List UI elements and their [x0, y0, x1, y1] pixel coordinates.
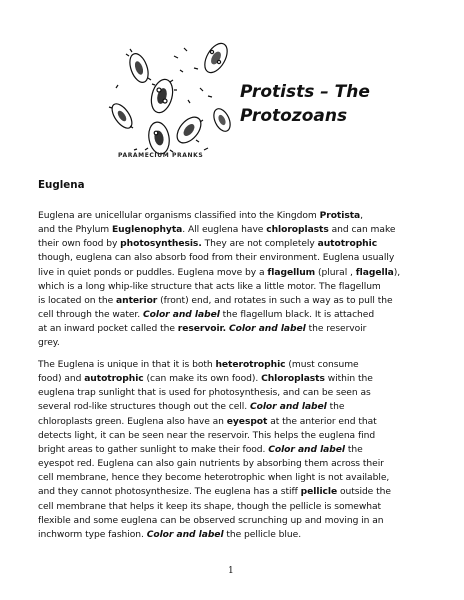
- body-text: within the: [324, 374, 373, 385]
- emphasized-text: flagella: [355, 267, 394, 278]
- body-text: several rod-like structures though out the cell.: [38, 402, 250, 413]
- body-text: their own food by: [38, 239, 121, 250]
- text-line: [38, 294, 428, 308]
- text-line: [38, 223, 428, 237]
- body-text: grey.: [38, 338, 60, 349]
- body-text: eyespot red. Euglena can also gain nutrients by absorbing them across their: [38, 459, 384, 470]
- text-line: [38, 429, 428, 443]
- body-text: is located on the: [38, 295, 117, 306]
- text-line: [38, 237, 428, 251]
- emphasized-text: photosynthesis.: [120, 239, 202, 250]
- body-text: Euglena are unicellular organisms classified into the Kingdom: [38, 211, 320, 221]
- text-line: [38, 400, 428, 414]
- emphasized-text: autotrophic: [317, 239, 378, 250]
- emphasized-text: Euglenophyta: [112, 225, 183, 236]
- text-line: [38, 266, 428, 280]
- text-line: [38, 372, 428, 386]
- body-text: euglena trap sunlight that is used for photosynthesis, and can be seen as: [38, 388, 371, 399]
- body-text: live in quiet ponds or puddles. Euglena move by a: [38, 267, 268, 278]
- emphasized-text: Protista: [319, 211, 361, 221]
- text-line: [38, 500, 428, 514]
- body-text: cell through the water.: [38, 310, 143, 321]
- body-text: and can make: [328, 225, 396, 236]
- illustration-caption: PARAMECIUM PRANKS: [118, 152, 204, 159]
- body-text: food) and: [38, 374, 85, 385]
- body-text: ,: [360, 211, 363, 221]
- text-line: [38, 209, 428, 223]
- text-line: [38, 528, 428, 542]
- emphasized-text: eyespot: [226, 416, 268, 427]
- body-text: (front) end, and rotates in such a way as to pull the: [157, 295, 393, 306]
- paragraph-1: [38, 209, 428, 351]
- emphasized-text: anterior: [116, 295, 158, 306]
- protozoa-cartoon-icon: [104, 38, 240, 162]
- body-text: The Euglena is unique in that it is both: [38, 360, 216, 370]
- text-line: [38, 471, 428, 485]
- text-line: [38, 457, 428, 471]
- body-text: chloroplasts green. Euglena also have an: [38, 416, 227, 427]
- emphasized-text: flagellum: [267, 267, 316, 278]
- text-line: [38, 358, 428, 372]
- text-line: [38, 336, 428, 350]
- text-line: [38, 443, 428, 457]
- body-text: (must consume: [285, 360, 359, 370]
- body-text: though, euglena can also absorb food from their environment. Euglena usually: [38, 253, 395, 264]
- body-text: . All euglena have: [182, 225, 267, 236]
- title-line-2: Protozoans: [240, 106, 348, 126]
- text-line: [38, 514, 428, 528]
- emphasized-text: Color and label: [268, 444, 345, 455]
- text-line: [38, 322, 428, 336]
- emphasized-text: Color and label: [249, 402, 327, 413]
- emphasized-text: Color and label: [228, 324, 306, 335]
- text-line: [38, 415, 428, 429]
- body-text: the: [326, 402, 345, 413]
- emphasized-text: chloroplasts: [266, 225, 329, 236]
- body-text: cell membrane that helps it keep its shape, though the pellicle is somewhat: [38, 501, 382, 512]
- body-text: which is a long whip-like structure that acts like a little motor. The flagellum: [38, 281, 381, 292]
- text-line: [38, 485, 428, 499]
- body-text: inchworm type fashion.: [38, 529, 147, 540]
- emphasized-text: pellicle: [300, 487, 338, 498]
- emphasized-text: heterotrophic: [215, 360, 286, 370]
- title-line-1: Protists – The: [240, 82, 370, 102]
- text-line: [38, 308, 428, 322]
- body-text: at the anterior end that: [267, 416, 377, 427]
- body-text: (can make its own food).: [143, 374, 262, 385]
- emphasized-text: Color and label: [146, 529, 224, 540]
- body-text: cell membrane, hence they become heterotrophic when light is not available,: [38, 473, 390, 484]
- body-text: They are not completely: [201, 239, 318, 250]
- body-text: and they cannot photosynthesize. The euglena has a stiff: [38, 487, 301, 498]
- paragraph-2: [38, 358, 428, 542]
- emphasized-text: reservoir.: [177, 324, 227, 335]
- emphasized-text: Chloroplasts: [261, 374, 325, 385]
- section-heading: Euglena: [38, 179, 85, 191]
- body-text: bright areas to gather sunlight to make their food.: [38, 444, 269, 455]
- body-text: the pellicle blue.: [223, 529, 302, 540]
- body-text: the reservoir: [305, 324, 367, 335]
- text-line: [38, 386, 428, 400]
- body-text: at an inward pocket called the: [38, 324, 178, 335]
- body-text: the flagellum black. It is attached: [219, 310, 375, 321]
- text-line: [38, 251, 428, 265]
- text-line: [38, 280, 428, 294]
- page-number: 1: [228, 566, 234, 576]
- emphasized-text: Color and label: [143, 310, 220, 321]
- body-text: detects light, it can be seen near the reservoir. This helps the euglena find: [38, 430, 376, 441]
- body-text: and the Phylum: [38, 225, 112, 236]
- body-text: ),: [393, 267, 401, 278]
- body-text: the: [345, 444, 363, 455]
- page-title: [240, 80, 370, 128]
- body-text: flexible and some euglena can be observed scrunching up and moving in an: [38, 515, 384, 526]
- body-text: outside the: [337, 487, 391, 498]
- body-text: (plural ,: [315, 267, 356, 278]
- emphasized-text: autotrophic: [84, 374, 144, 385]
